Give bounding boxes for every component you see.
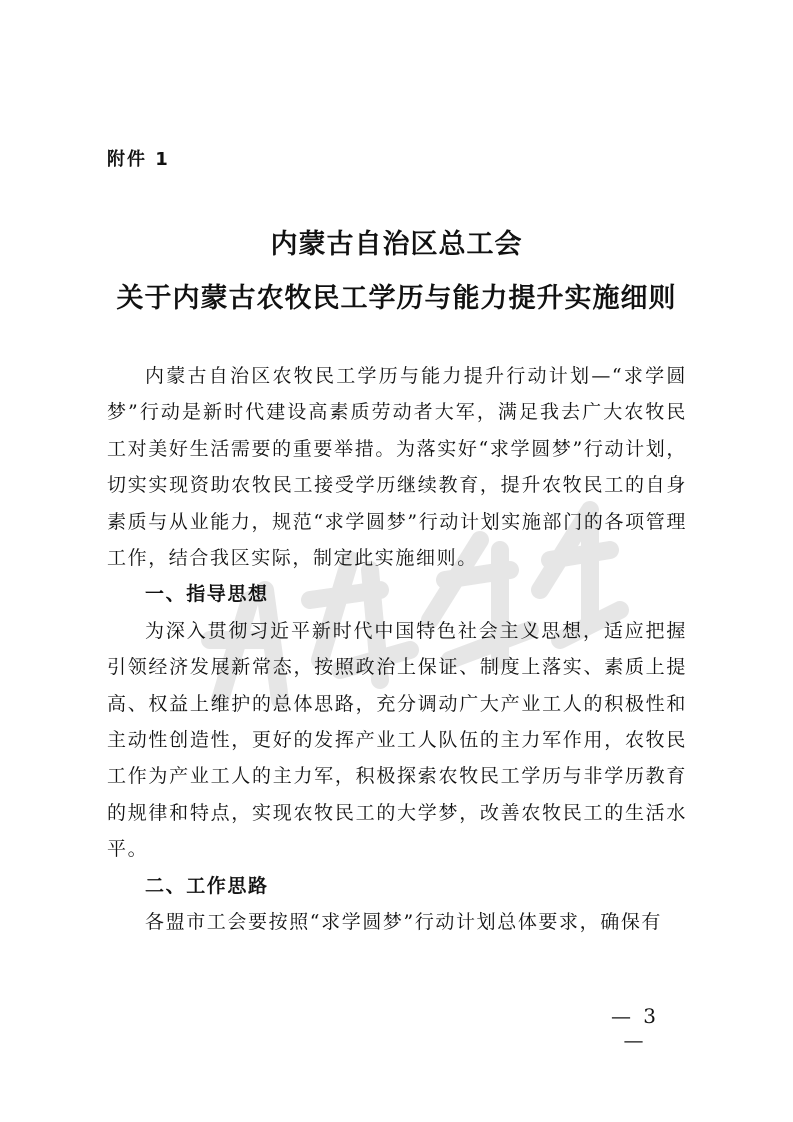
document-title-line-2: 关于内蒙古农牧民工学历与能力提升实施细则: [116, 283, 677, 314]
page-number: — 3 —: [610, 1004, 660, 1052]
section-paragraph-guiding-ideology: 为深入贯彻习近平新时代中国特色社会主义思想，适应把握引领经济发展新常态，按照政治上保证、制度上落实、素质上提高、权益上维护的总体思路，充分调动广大产业工人的积极性和主动性创造性，更好的发挥产业工人队伍的主力军作用，农牧民工作为产业工人的主力军，积极探索农牧民工学历与非学历教育的规律和特点，实现农牧民工的大学梦，改善农牧民工的生活水平。: [107, 619, 687, 861]
intro-paragraph: 内蒙古自治区农牧民工学历与能力提升行动计划—“求学圆梦”行动是新时代建设高素质劳动者大军，满足我去广大农牧民工对美好生活需要的重要举措。为落实好“求学圆梦”行动计划，切实实现资助农牧民工接受学历继续教育，提升农牧民工的自身素质与从业能力，规范“求学圆梦”行动计划实施部门的各项管理工作，结合我区实际，制定此实施细则。: [107, 365, 688, 570]
document-body: [107, 358, 687, 941]
section-heading-guiding-ideology: 一、指导思想: [145, 583, 269, 606]
attachment-label: 附件 1: [107, 149, 170, 170]
section-heading-work-approach: 二、工作思路: [145, 874, 269, 897]
section-paragraph-work-approach: 各盟市工会要按照“求学圆梦”行动计划总体要求，确保有: [145, 911, 663, 934]
document-title-line-1: 内蒙古自治区总工会: [270, 229, 523, 260]
